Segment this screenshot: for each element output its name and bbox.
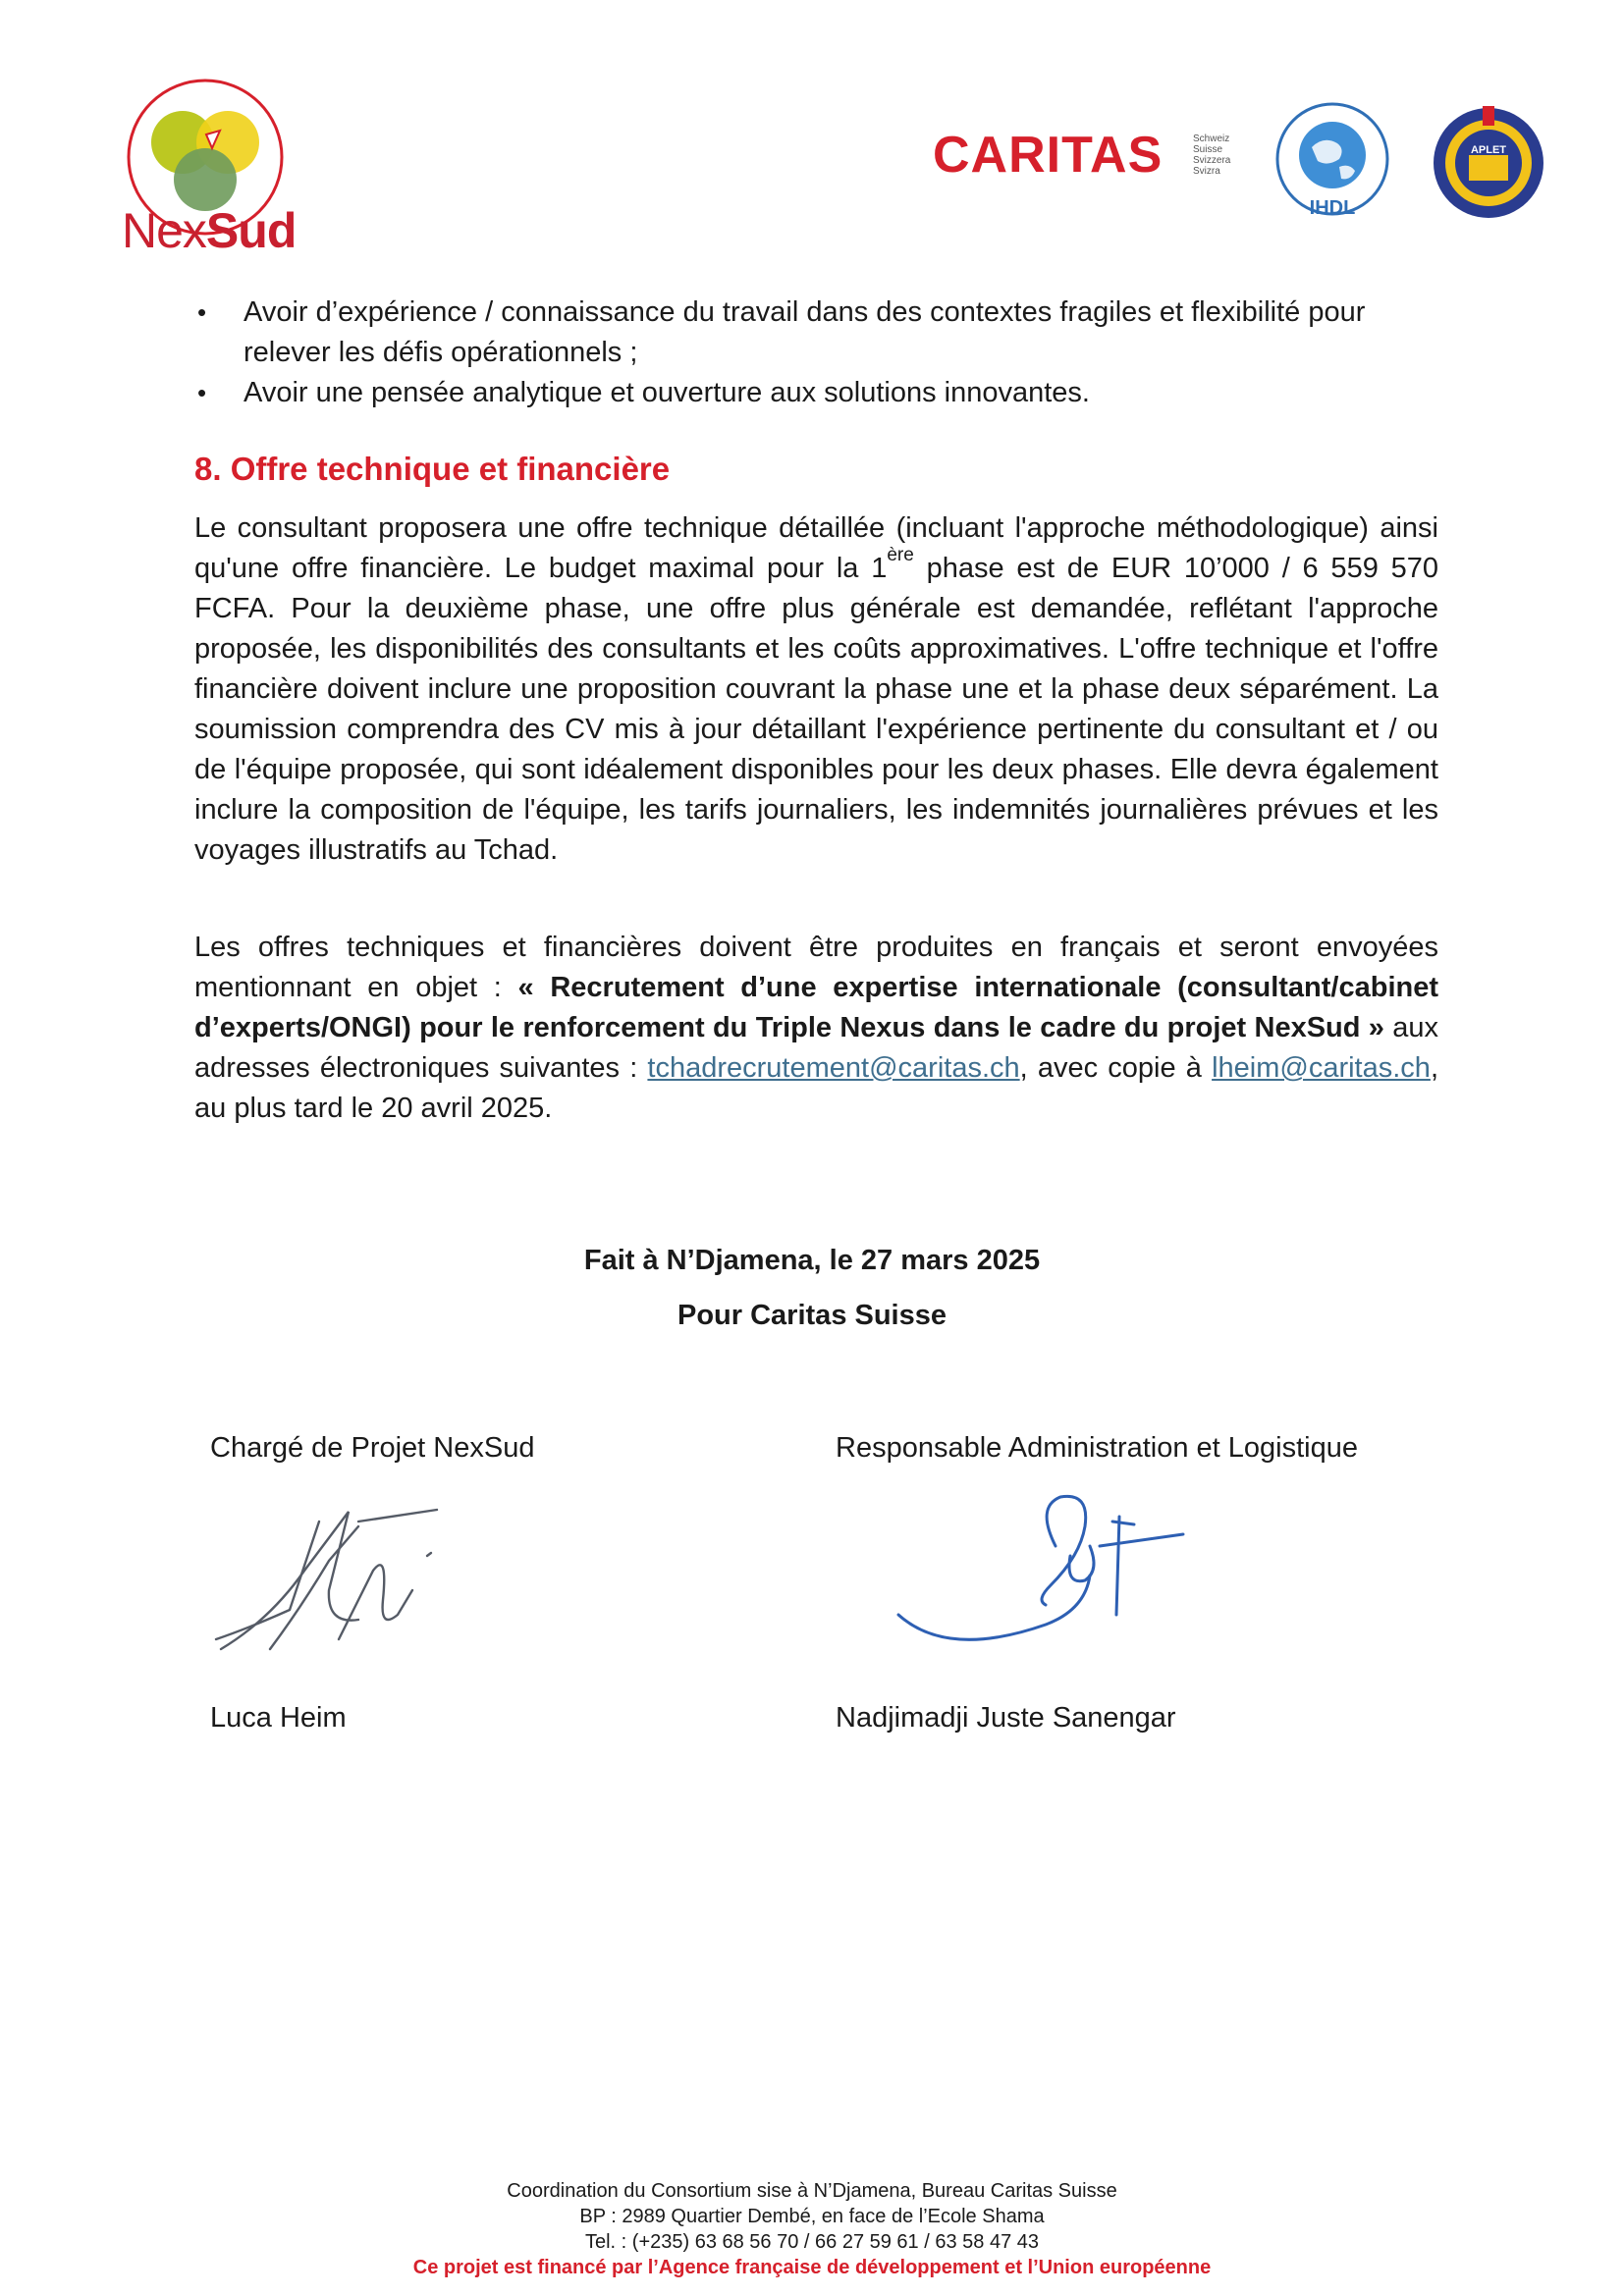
signature-left xyxy=(211,1502,447,1659)
email-link-recruitment[interactable]: tchadrecrutement@caritas.ch xyxy=(647,1052,1020,1084)
apleet-label: APLET xyxy=(1470,144,1507,156)
caritas-wordmark: CARITAS xyxy=(933,127,1164,184)
copy-text: , avec copie à xyxy=(1019,1052,1213,1084)
ihdl-label: IHDL xyxy=(1309,197,1356,219)
email-link-lheim[interactable]: lheim@caritas.ch xyxy=(1212,1052,1431,1084)
signatory-left-role: Chargé de Projet NexSud xyxy=(210,1432,535,1464)
list-item: • Avoir d’expérience / connaissance du travail dans des contextes fragiles et flexibilité pour relever les défis opérationnels ; xyxy=(194,293,1438,373)
signature-right xyxy=(889,1487,1203,1654)
offer-text-rest: phase est de EUR 10’000 / 6 559 570 FCFA. Pour la deuxième phase, une offre plus générale est demandée, reflétant l'approche proposée, les disponibilités des consultants et les coûts approximatives. L'offre technique et l'offre financière doivent inclure une proposition couvrant la phase une et la phase deux séparément. La soumission comprendra des CV mis à jour détaillant l'expérience pertinente du consultant et / ou de l'équipe proposée, qui sont idéalement disponibles pour les deux phases. Elle devra également inclure la composition de l'équipe, les tarifs journaliers, les indemnités journalières prévues et les voyages illustratifs au Tchad. xyxy=(194,553,1438,866)
requirements-list-container xyxy=(194,293,1438,413)
signatory-right-role: Responsable Administration et Logistique xyxy=(836,1432,1358,1464)
nexsud-wordmark: NexSud xyxy=(122,203,297,258)
signatory-left-name: Luca Heim xyxy=(210,1702,347,1734)
ihdl-logo xyxy=(1269,98,1396,226)
footer-funding: Ce projet est financé par l’Agence française de développement et l’Union européenne xyxy=(412,2257,1212,2278)
paragraph-offer xyxy=(194,508,1438,871)
superscript: ère xyxy=(887,544,914,565)
section-heading: 8. Offre technique et financière xyxy=(194,451,671,487)
submission-paragraph xyxy=(194,928,1438,1129)
footer-address-line2: BP : 2989 Quartier Dembé, en face de l’Ecole Shama xyxy=(579,2206,1045,2227)
on-behalf: Pour Caritas Suisse xyxy=(677,1300,947,1331)
apleet-logo xyxy=(1426,98,1551,226)
caritas-languages: Schweiz Suisse Svizzera Svizra xyxy=(1193,133,1231,177)
requirements-list xyxy=(194,293,1438,413)
signatory-right-name: Nadjimadji Juste Sanengar xyxy=(836,1702,1176,1734)
place-date: Fait à N’Djamena, le 27 mars 2025 xyxy=(583,1245,1041,1276)
page-footer xyxy=(0,2178,1624,2280)
offer-paragraph xyxy=(194,508,1438,871)
footer-address-line1: Coordination du Consortium sise à N’Djamena, Bureau Caritas Suisse xyxy=(507,2180,1117,2202)
footer-phone: Tel. : (+235) 63 68 56 70 / 66 27 59 61 / 63 58 47 43 xyxy=(584,2231,1040,2253)
paragraph-submission xyxy=(194,928,1438,1129)
list-item: • Avoir une pensée analytique et ouverture aux solutions innovantes. xyxy=(194,373,1438,413)
addresses-text: aux adresses électroniques suivantes : xyxy=(194,1012,1438,1084)
offer-text-start: Le consultant proposera une offre technique détaillée (incluant l'approche méthodologique) ainsi qu'une offre financière. Le budget maximal pour la 1 xyxy=(194,512,1438,584)
submission-intro: Les offres techniques et financières doivent être produites en français et seront envoyées mentionnant en objet : xyxy=(194,932,1438,1003)
deadline-text: , au plus tard le 20 avril 2025. xyxy=(194,1052,1438,1124)
submission-subject: « Recrutement d’une expertise internationale (consultant/cabinet d’experts/ONGI) pour le renforcement du Triple Nexus dans le cadre du projet NexSud » xyxy=(194,972,1438,1043)
